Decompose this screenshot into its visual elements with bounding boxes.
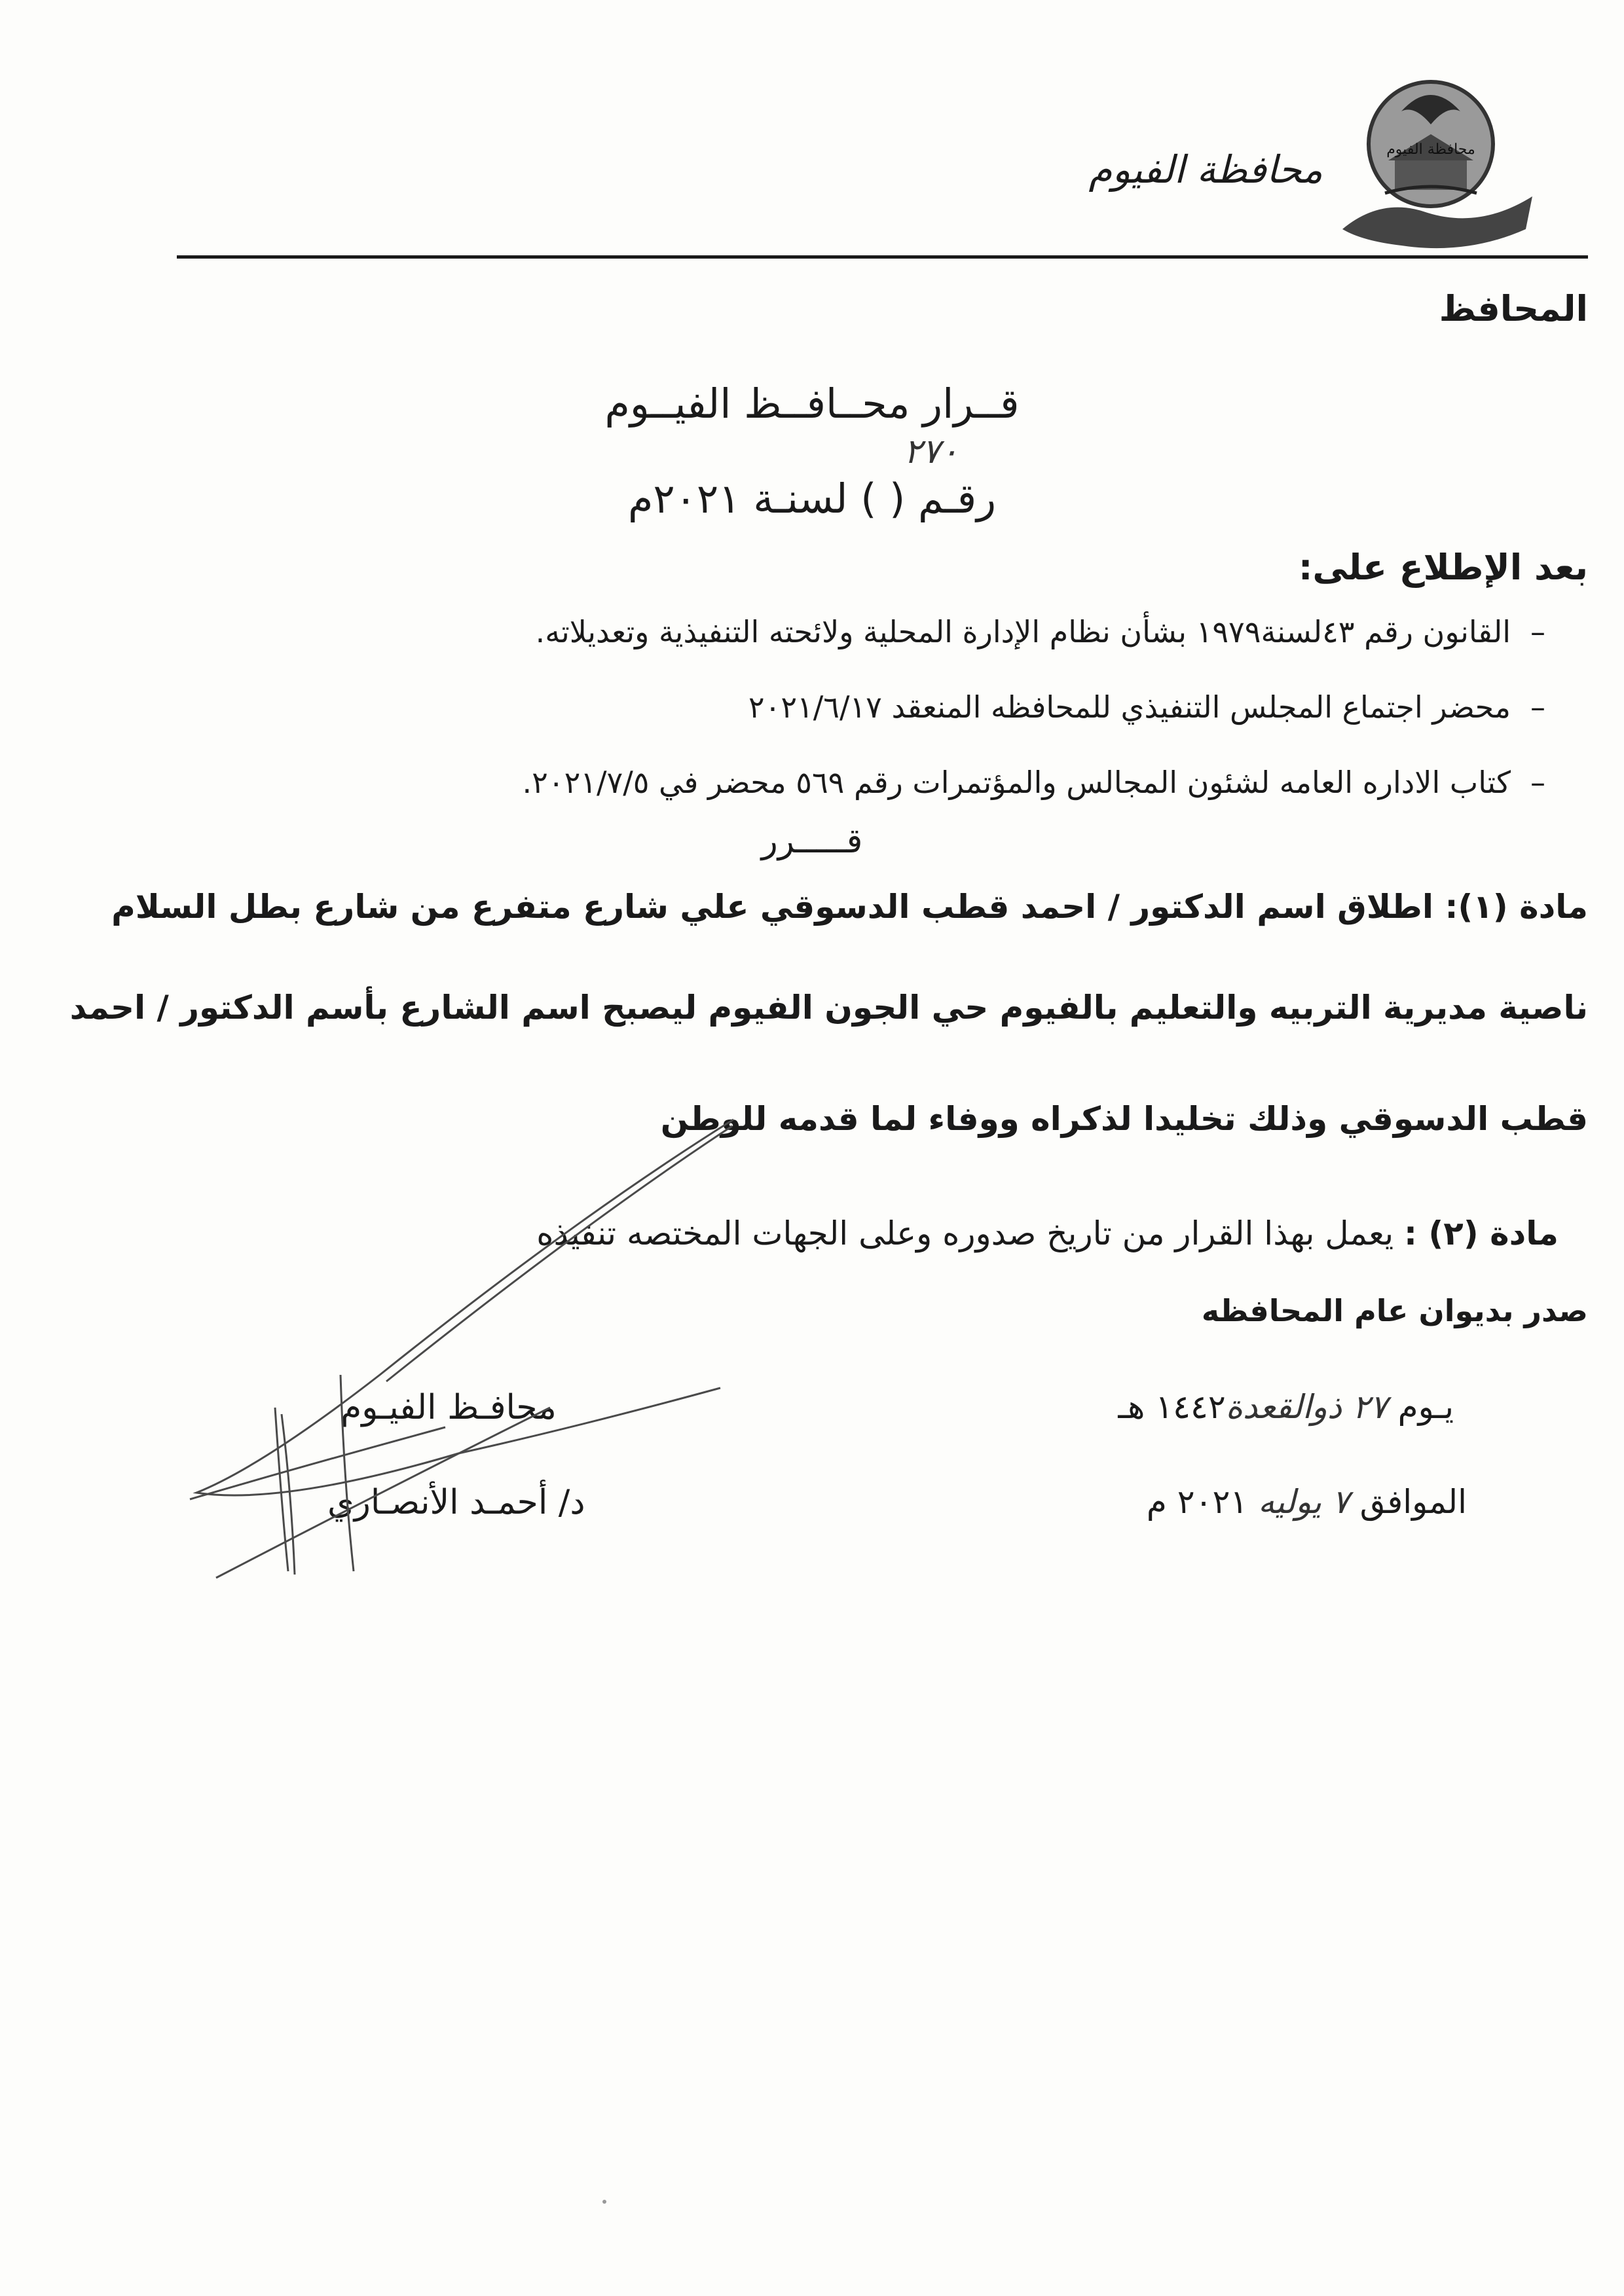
reference-text: القانون رقم ٤٣لسنة١٩٧٩ بشأن نظام الإدارة المحلية ولائحته التنفيذية وتعديلاته. (535, 614, 1511, 649)
header-divider (177, 255, 1588, 259)
hijri-prefix: يـوم (1387, 1388, 1454, 1426)
scan-speck (602, 2200, 606, 2204)
article-1-line-1: مادة (١): اطلاق اسم الدكتور / احمد قطب الدسوقي علي شارع متفرع من شارع بطل السلام (111, 888, 1588, 926)
greg-handwritten: ٧ يوليه (1258, 1483, 1350, 1521)
article-2-text: يعمل بهذا القرار من تاريخ صدوره وعلى الجهات المختصه تنفيذه (536, 1214, 1394, 1252)
article-1-line-3: قطب الدسوقي وذلك تخليدا لذكراه ووفاء لما قدمه للوطن (660, 1100, 1588, 1138)
reference-item (523, 612, 1545, 687)
signatory-title: محافـظ الفيـوم (341, 1388, 557, 1427)
gregorian-date (1147, 1483, 1467, 1521)
list-dash: – (1530, 614, 1545, 649)
signatory-name: د/ أحمـد الأنصـاري (327, 1483, 585, 1522)
hijri-suffix: ١٤٤٢ هـ (1118, 1388, 1226, 1426)
reference-text: محضر اجتماع المجلس التنفيذي للمحافظه المنعقد ٢٠٢١/٦/١٧ (748, 689, 1511, 725)
decree-title: قــرار محــافــظ الفيــوم (604, 380, 1020, 428)
hijri-handwritten: ٢٧ ذوالقعدة (1225, 1388, 1388, 1426)
article-2-label: مادة (٢) : (1404, 1214, 1559, 1252)
emblem-text: محافظة الفيوم (1386, 141, 1475, 158)
list-dash: – (1530, 689, 1545, 725)
article-1-line-2: ناصية مديرية التربيه والتعليم بالفيوم حي الجون الفيوم ليصبح اسم الشارع بأسم الدكتور / احمد (69, 989, 1588, 1027)
issuing-office: المحافظ (1439, 288, 1588, 329)
reference-list (523, 612, 1545, 838)
greg-prefix: الموافق (1349, 1483, 1467, 1521)
decree-number-handwritten: ٢٧٠ (904, 432, 959, 471)
preamble-heading: بعد الإطلاع على: (1298, 547, 1588, 588)
issued-at: صدر بديوان عام المحافظه (1201, 1293, 1588, 1328)
reference-item (523, 687, 1545, 763)
reference-text: كتاب الاداره العامه لشئون المجالس والمؤتمرات رقم ٥٦٩ محضر في ٢٠٢١/٧/٥. (522, 765, 1511, 800)
governor-signature (183, 1100, 773, 1597)
decree-number-line: رقـم ( ) لسنـة ٢٠٢١م (627, 475, 997, 522)
decision-heading: قـــــرر (761, 822, 863, 861)
greg-suffix: ٢٠٢١ م (1146, 1483, 1259, 1521)
list-dash: – (1530, 765, 1545, 800)
hijri-date (1118, 1388, 1454, 1426)
governorate-name: محافظة الفيوم (1088, 147, 1323, 192)
governorate-emblem (1323, 65, 1539, 255)
